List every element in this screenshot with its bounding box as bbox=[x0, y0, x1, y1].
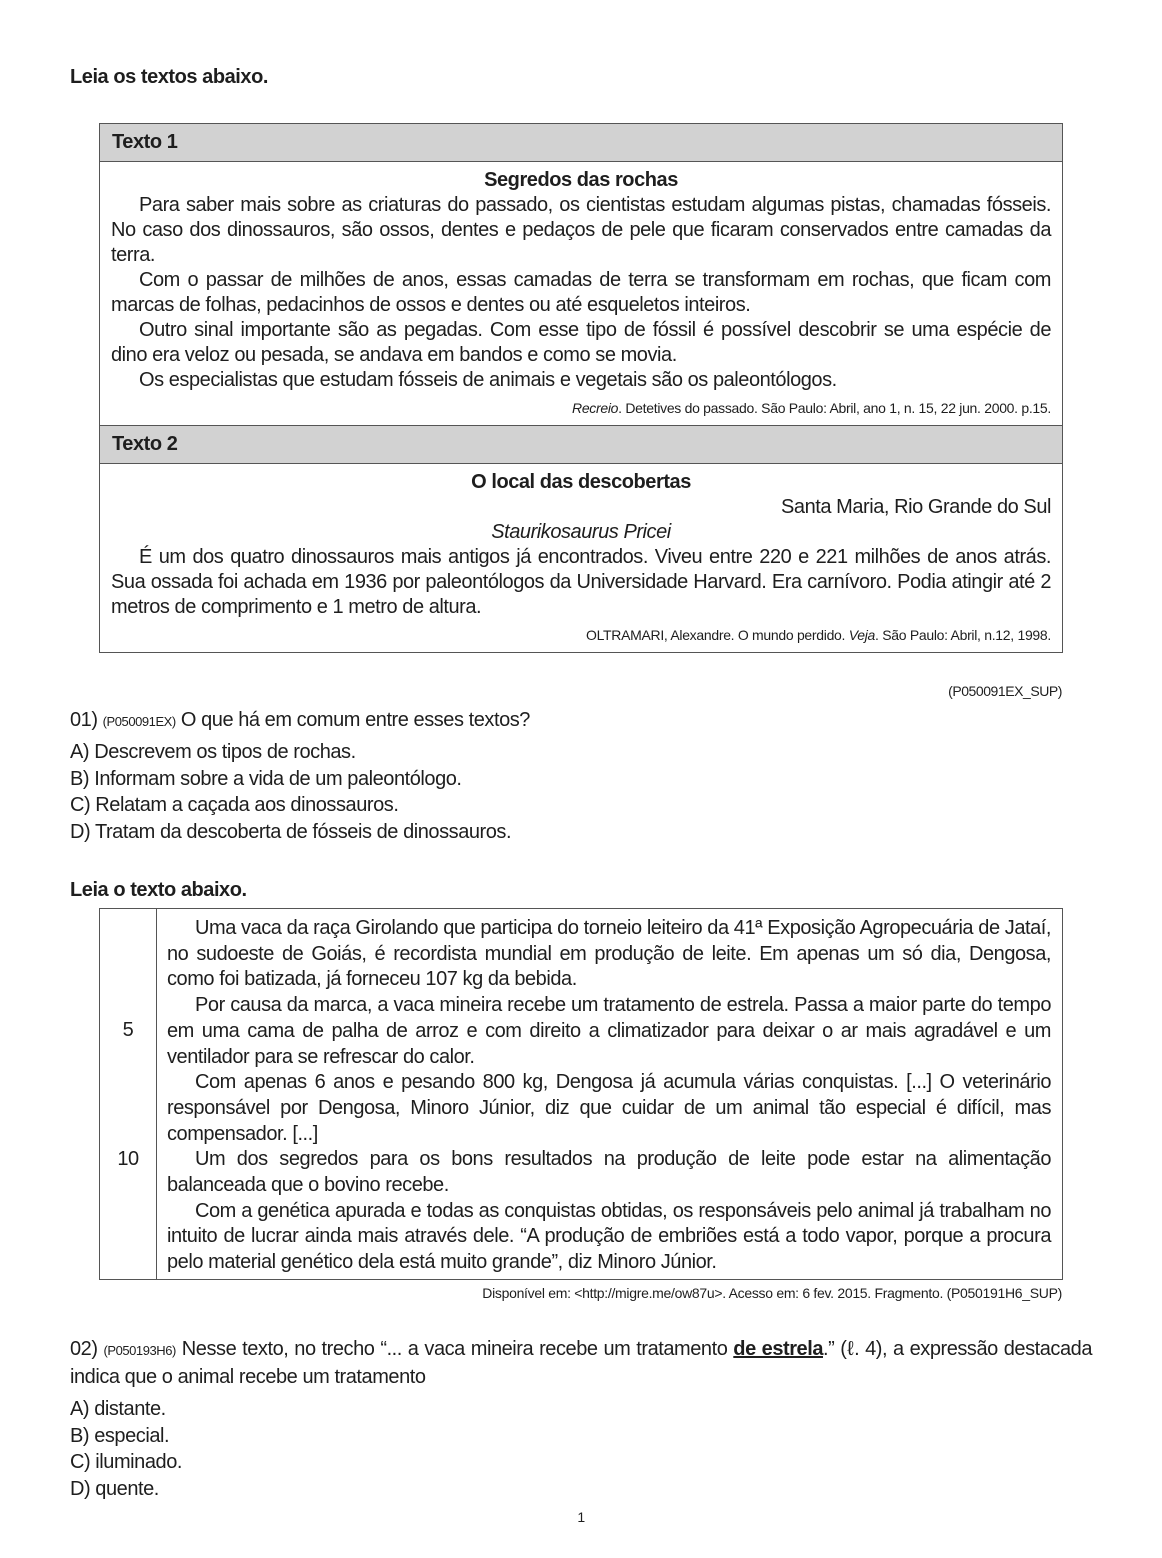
line-numbers bbox=[100, 909, 157, 1279]
source-a: OLTRAMARI, Alexandre. O mundo perdido. bbox=[586, 627, 849, 643]
passage-paragraph: Por causa da marca, a vaca mineira recebe um tratamento de estrela. Passa a maior parte do tempo em uma cama de palha de arroz e com direito a climatizador para deixar o ar mais agradável e um ventilador para se refrescar do calor. bbox=[167, 994, 1051, 1068]
option-a[interactable]: A) Descrevem os tipos de rochas. bbox=[70, 741, 356, 763]
line-number-10: 10 bbox=[117, 1148, 139, 1170]
texto1-paragraph: Com o passar de milhões de anos, essas camadas de terra se transformam em rochas, que ficam com marcas de folhas, pedacinhos de ossos e dentes ou até esqueletos inteiros. bbox=[111, 269, 1051, 316]
page-number: 1 bbox=[577, 1509, 585, 1525]
texto2-title: O local das descobertas bbox=[471, 471, 691, 493]
passage-paragraph: Um dos segredos para os bons resultados na produção de leite pode estar na alimentação balanceada que o bovino recebe. bbox=[167, 1148, 1051, 1197]
option-b[interactable]: B) Informam sobre a vida de um paleontólogo. bbox=[70, 767, 462, 790]
question-text-a: Nesse texto, no trecho “... a vaca mineira recebe um tratamento bbox=[181, 1338, 734, 1360]
source-b: . São Paulo: Abril, n.12, 1998. bbox=[875, 627, 1051, 643]
item-code: (P050091EX_SUP) bbox=[948, 683, 1062, 699]
texts-box bbox=[99, 123, 1063, 653]
source-italic: Veja bbox=[848, 627, 876, 643]
passage-box bbox=[99, 908, 1063, 1280]
texto2-species: Staurikosaurus Pricei bbox=[491, 521, 671, 543]
source-rest: . Detetives do passado. São Paulo: Abril, ano 1, n. 15, 22 jun. 2000. p.15. bbox=[618, 400, 1051, 416]
question-number: 01) bbox=[70, 709, 98, 731]
question-2 bbox=[70, 1336, 1092, 1502]
option-d[interactable]: D) quente. bbox=[70, 1477, 159, 1500]
texto1-title: Segredos das rochas bbox=[484, 169, 678, 191]
instruction-read-texts: Leia os textos abaixo. bbox=[70, 66, 268, 88]
option-b[interactable]: B) especial. bbox=[70, 1424, 170, 1447]
texto1-source bbox=[111, 397, 1051, 419]
texto2-header: Texto 2 bbox=[100, 425, 1062, 464]
question-text: O que há em comum entre esses textos? bbox=[180, 709, 530, 731]
source-italic: Recreio bbox=[572, 400, 619, 416]
texto1-paragraph: Os especialistas que estudam fósseis de animais e vegetais são os paleontólogos. bbox=[139, 369, 837, 391]
passage-paragraph: Uma vaca da raça Girolando que participa do torneio leiteiro da 41ª Exposição Agropecuária de Jataí, no sudoeste de Goiás, é recordista mundial em produção de leite. Em apenas um só dia, Dengosa, como foi batizada, já forneceu 107 kg da bebida. bbox=[167, 917, 1051, 991]
question-number: 02) bbox=[70, 1338, 98, 1360]
option-c[interactable]: C) iluminado. bbox=[70, 1451, 182, 1473]
option-d[interactable]: D) Tratam da descoberta de fósseis de dinossauros. bbox=[70, 820, 512, 843]
question-2-stem bbox=[70, 1336, 1092, 1390]
texto2-source bbox=[111, 624, 1051, 646]
question-code: (P050091EX) bbox=[102, 714, 176, 729]
instruction-read-text: Leia o texto abaixo. bbox=[70, 879, 247, 901]
option-a[interactable]: A) distante. bbox=[70, 1398, 166, 1420]
texto2-paragraph: É um dos quatro dinossauros mais antigos já encontrados. Viveu entre 220 e 221 milhões de anos atrás. Sua ossada foi achada em 1936 por paleontólogos da Universidade Harvard. Era carnívoro. Podia atingir até 2 metros de comprimento e 1 metro de altura. bbox=[111, 546, 1051, 618]
question-1 bbox=[70, 707, 1092, 845]
passage-source: Disponível em: <http://migre.me/ow87u>. Acesso em: 6 fev. 2015. Fragmento. (P050191H6_SUP) bbox=[482, 1285, 1062, 1301]
line-number-5: 5 bbox=[122, 1019, 134, 1041]
highlighted-expression: de estrela bbox=[733, 1338, 823, 1360]
texto1-paragraph: Para saber mais sobre as criaturas do passado, os cientistas estudam algumas pistas, chamadas fósseis. No caso dos dinossauros, são ossos, dentes e pedaços de pele que ficaram conservados entre camadas da terra. bbox=[111, 194, 1051, 266]
passage-paragraph: Com apenas 6 anos e pesando 800 kg, Dengosa já acumula várias conquistas. [...] O veterinário responsável por Dengosa, Minoro Júnior, diz que cuidar de um animal tão especial é difícil, mas compensador. [...] bbox=[167, 1071, 1051, 1145]
texto1-header: Texto 1 bbox=[100, 124, 1062, 162]
texto1-paragraph: Outro sinal importante são as pegadas. Com esse tipo de fóssil é possível descobrir se uma espécie de dino era veloz ou pesada, se andava em bandos e como se movia. bbox=[111, 319, 1051, 366]
question-code: (P050193H6) bbox=[103, 1343, 176, 1358]
question-text-b: .” (ℓ. 4), a expressão destacada indica que o animal recebe um tratamento bbox=[70, 1338, 1092, 1388]
texto2-location: Santa Maria, Rio Grande do Sul bbox=[781, 496, 1051, 518]
option-c[interactable]: C) Relatam a caçada aos dinossauros. bbox=[70, 794, 399, 816]
passage-paragraph: Com a genética apurada e todas as conquistas obtidas, os responsáveis pelo animal já trabalham no intuito de lucrar ainda mais através dele. “A produção de embriões está a todo vapor, porque a procura pelo material genético dela está muito grande”, diz Minoro Júnior. bbox=[167, 1199, 1051, 1274]
question-1-stem bbox=[70, 707, 1092, 735]
